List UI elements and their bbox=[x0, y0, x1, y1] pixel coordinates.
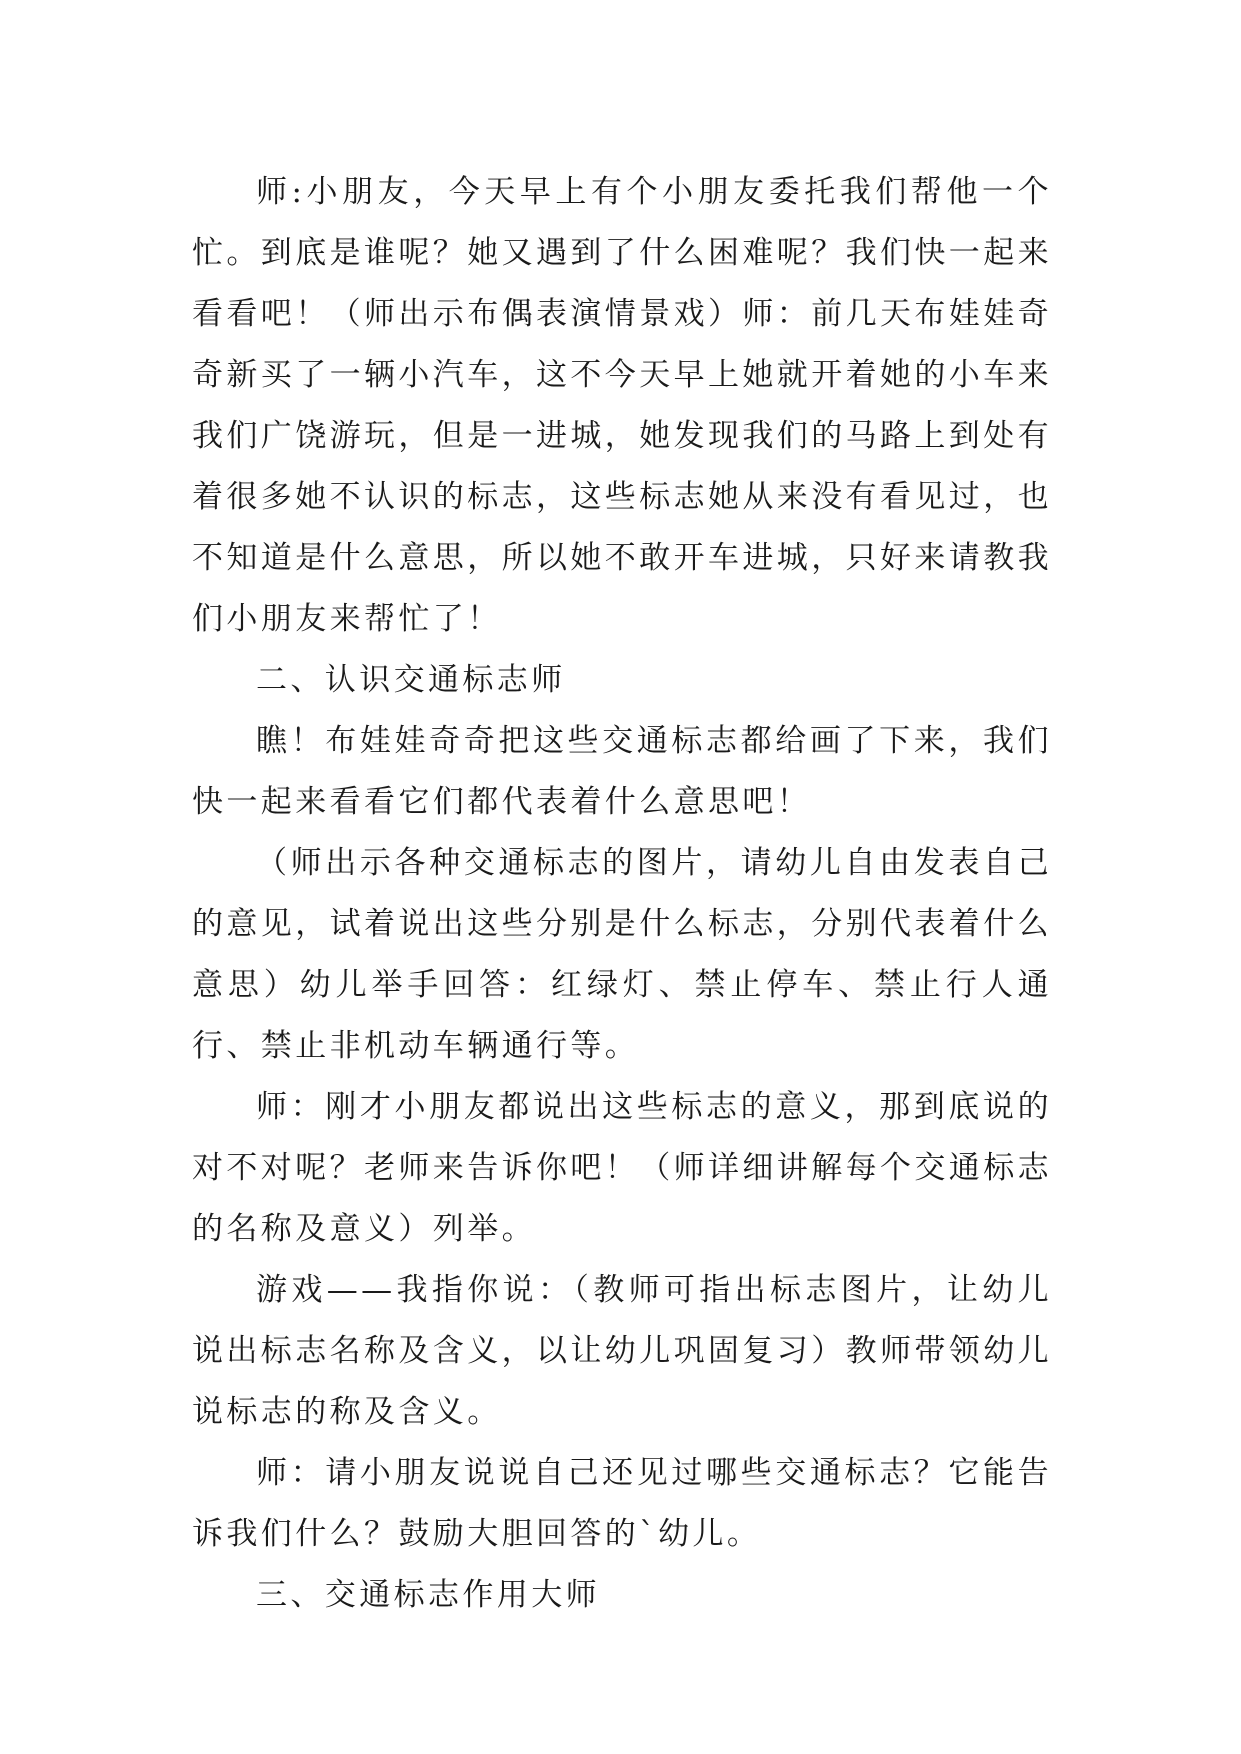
paragraph-show-signs: （师出示各种交通标志的图片，请幼儿自由发表自己的意见，试着说出这些分别是什么标志，分别代表着什么意思）幼儿举手回答：红绿灯、禁止停车、禁止行人通行、禁止非机动车辆通行等。 bbox=[192, 845, 1052, 1064]
document-body bbox=[192, 162, 1052, 1626]
paragraph-intro: 师:小朋友，今天早上有个小朋友委托我们帮他一个忙。到底是谁呢？她又遇到了什么困难呢？我们快一起来看看吧！（师出示布偶表演情景戏）师：前几天布娃娃奇奇新买了一辆小汽车，这不今天早上她就开着她的小车来我们广饶游玩，但是一进城，她发现我们的马路上到处有着很多她不认识的标志，这些标志她从来没有看见过，也不知道是什么意思，所以她不敢开车进城，只好来请教我们小朋友来帮忙了！ bbox=[192, 174, 1052, 637]
paragraph-teacher-explain: 师：刚才小朋友都说出这些标志的意义，那到底说的对不对呢？老师来告诉你吧！（师详细讲解每个交通标志的名称及意义）列举。 bbox=[192, 1089, 1052, 1247]
section-heading-3: 三、交通标志作用大师 bbox=[256, 1577, 600, 1613]
paragraph-game: 游戏——我指你说：（教师可指出标志图片，让幼儿说出标志名称及含义，以让幼儿巩固复习）教师带领幼儿说标志的称及含义。 bbox=[192, 1272, 1052, 1430]
section-heading-2: 二、认识交通标志师 bbox=[256, 662, 566, 698]
paragraph-look: 瞧！布娃娃奇奇把这些交通标志都给画了下来，我们快一起来看看它们都代表着什么意思吧！ bbox=[192, 723, 1052, 820]
paragraph-discussion: 师：请小朋友说说自己还见过哪些交通标志？它能告诉我们什么？鼓励大胆回答的`幼儿。 bbox=[192, 1455, 1052, 1552]
